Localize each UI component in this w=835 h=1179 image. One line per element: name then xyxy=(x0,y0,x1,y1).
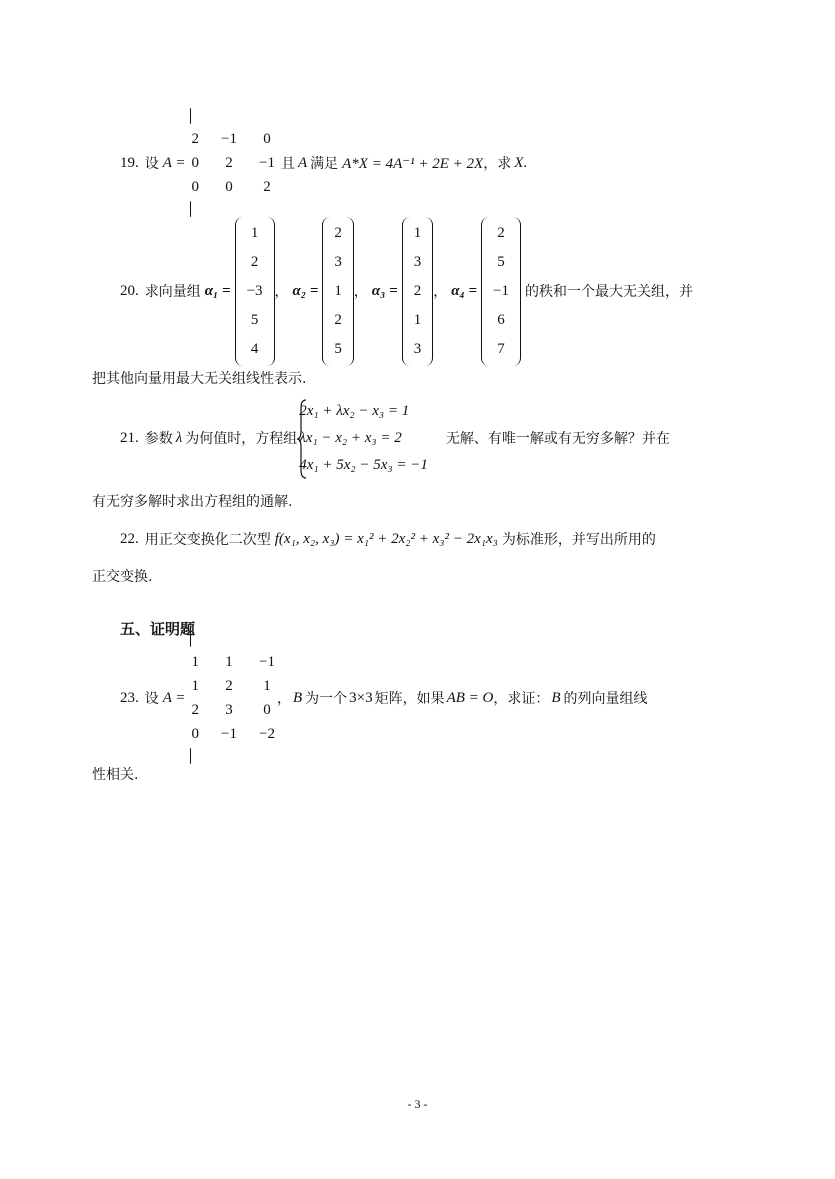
q23-cell: 2 xyxy=(225,678,233,694)
section-5-title: 五、证明题 xyxy=(120,620,196,638)
q21-pre: 参数 xyxy=(144,431,173,447)
q23-lhs: A = xyxy=(162,689,186,706)
q20-separator: ， xyxy=(433,284,448,300)
q23-cell: −1 xyxy=(258,654,275,670)
q21-lambda: λ xyxy=(175,429,183,446)
q23-cell: 2 xyxy=(191,702,200,718)
q19-cell: −1 xyxy=(221,131,237,147)
q19-cell: 0 xyxy=(225,179,233,195)
q23-cell: −1 xyxy=(221,726,237,742)
q23-text2: 为一个 xyxy=(305,691,348,707)
q23-cell: 1 xyxy=(225,654,233,670)
q23-b: B xyxy=(292,689,303,706)
q20-vector-cell: 2 xyxy=(334,311,342,328)
q20-vector-label: α₄ = xyxy=(451,282,478,299)
q20-vector-cell: 4 xyxy=(250,340,259,357)
q19-mid2: 满足 xyxy=(310,156,339,172)
q23-text5: 的列向量组线 xyxy=(563,691,648,707)
q20-vector-label: α₂ = xyxy=(292,282,319,299)
q20-vector-cell: 1 xyxy=(250,224,259,241)
q19-tail-var: X xyxy=(514,154,524,171)
q22-number: 22. xyxy=(120,530,139,547)
q19-number: 19. xyxy=(120,154,139,171)
q20-vector-cell: −1 xyxy=(493,282,509,299)
q19-var-a: A xyxy=(297,154,308,171)
q19-matrix xyxy=(190,108,277,218)
q23-cell: 1 xyxy=(191,678,200,694)
q20-vector-cell: 2 xyxy=(413,282,422,299)
q20-separator: ， xyxy=(274,284,289,300)
q20-vector xyxy=(322,217,354,366)
q20-vector-cell: 2 xyxy=(497,224,505,241)
q20-pre: 求向量组 xyxy=(144,284,201,300)
q20-vector-cell: −3 xyxy=(246,282,263,299)
q23-cell: 3 xyxy=(225,702,233,718)
q23-dim: 3×3 xyxy=(349,689,373,706)
q20-number: 20. xyxy=(120,282,139,299)
q22-line2: 正交变换. xyxy=(92,569,153,585)
q23-text1: ， xyxy=(276,691,291,707)
q23-cond: AB = O xyxy=(446,689,494,706)
q20-vector-label: α₁ = xyxy=(204,282,231,299)
q23-cell: 0 xyxy=(263,702,271,718)
q20-vector-cell: 5 xyxy=(250,311,259,328)
q20-vector-cell: 2 xyxy=(250,253,259,270)
q23-cell: 1 xyxy=(263,678,271,694)
q21-tail: 无解、有唯一解或有无穷多解？并在 xyxy=(445,431,670,447)
question-22 xyxy=(120,527,656,551)
question-23 xyxy=(120,644,648,752)
q21-equation: 2x₁ + λx₂ − x₃ = 1 xyxy=(299,402,410,419)
q20-vector-label: α₃ = xyxy=(371,282,398,299)
q19-tail-end: . xyxy=(523,154,528,171)
q20-vector xyxy=(235,217,275,366)
q21-equation: 4x₁ + 5x₂ − 5x₃ = −1 xyxy=(299,456,428,473)
q20-separator: ， xyxy=(353,284,368,300)
q19-cell: 0 xyxy=(191,155,200,171)
q21-equation: λx₁ − x₂ + x₃ = 2 xyxy=(299,429,402,446)
q19-lhs: A = xyxy=(162,154,186,171)
q19-cell: 0 xyxy=(191,179,200,195)
q23-b2: B xyxy=(551,689,561,706)
q19-cell: 0 xyxy=(263,131,271,147)
q20-vector-cell: 5 xyxy=(334,340,342,357)
q20-vector-cell: 7 xyxy=(497,340,505,357)
question-20 xyxy=(120,216,693,366)
q20-vector-cell: 5 xyxy=(497,253,505,270)
page-number: - 3 - xyxy=(407,1097,428,1111)
q23-cell: 1 xyxy=(191,654,200,670)
q19-pre: 设 xyxy=(144,156,159,172)
question-19 xyxy=(120,122,527,204)
q19-equation: A*X = 4A⁻¹ + 2E + 2X xyxy=(342,155,484,172)
q20-vector-cell: 3 xyxy=(334,253,342,270)
q23-pre: 设 xyxy=(144,691,159,707)
q19-cell: 2 xyxy=(225,155,233,171)
q21-system xyxy=(297,398,428,479)
question-21 xyxy=(120,396,670,480)
q23-number: 23. xyxy=(120,689,139,706)
q20-vector-cell: 3 xyxy=(413,340,422,357)
q23-cell: −2 xyxy=(258,726,275,742)
q22-tail: 为标准形，并写出所用的 xyxy=(501,532,656,548)
q21-pre2: 为何值时，方程组 xyxy=(185,431,298,447)
q21-number: 21. xyxy=(120,429,139,446)
q20-vector xyxy=(402,217,434,366)
q19-cell: 2 xyxy=(263,179,271,195)
q20-vector xyxy=(481,217,521,366)
q20-line2: 把其他向量用最大无关组线性表示. xyxy=(92,371,307,387)
q22-pre: 用正交变换化二次型 xyxy=(144,532,271,548)
q23-text3: 矩阵，如果 xyxy=(374,691,445,707)
q22-formula: f(x₁, x₂, x₃) = x₁² + 2x₂² + x₃² − 2x₁x₃ xyxy=(274,530,498,547)
q20-vector-cell: 1 xyxy=(413,224,422,241)
q20-tail: 的秩和一个最大无关组，并 xyxy=(525,284,693,300)
q20-vector-cell: 2 xyxy=(334,224,342,241)
q20-vector-cell: 3 xyxy=(413,253,422,270)
q23-line2: 性相关. xyxy=(92,767,139,783)
q20-vector-cell: 1 xyxy=(413,311,422,328)
q20-vector-cell: 1 xyxy=(334,282,342,299)
q19-mid: 且 xyxy=(280,156,295,172)
q23-text4: ，求证： xyxy=(493,691,550,707)
q23-matrix xyxy=(190,631,277,765)
q21-line2: 有无穷多解时求出方程组的通解. xyxy=(92,494,293,510)
q20-vector-cell: 6 xyxy=(497,311,505,328)
q19-tail: ，求 xyxy=(483,156,512,172)
q23-cell: 0 xyxy=(191,726,200,742)
q19-cell: −1 xyxy=(258,155,275,171)
q19-cell: 2 xyxy=(191,131,200,147)
